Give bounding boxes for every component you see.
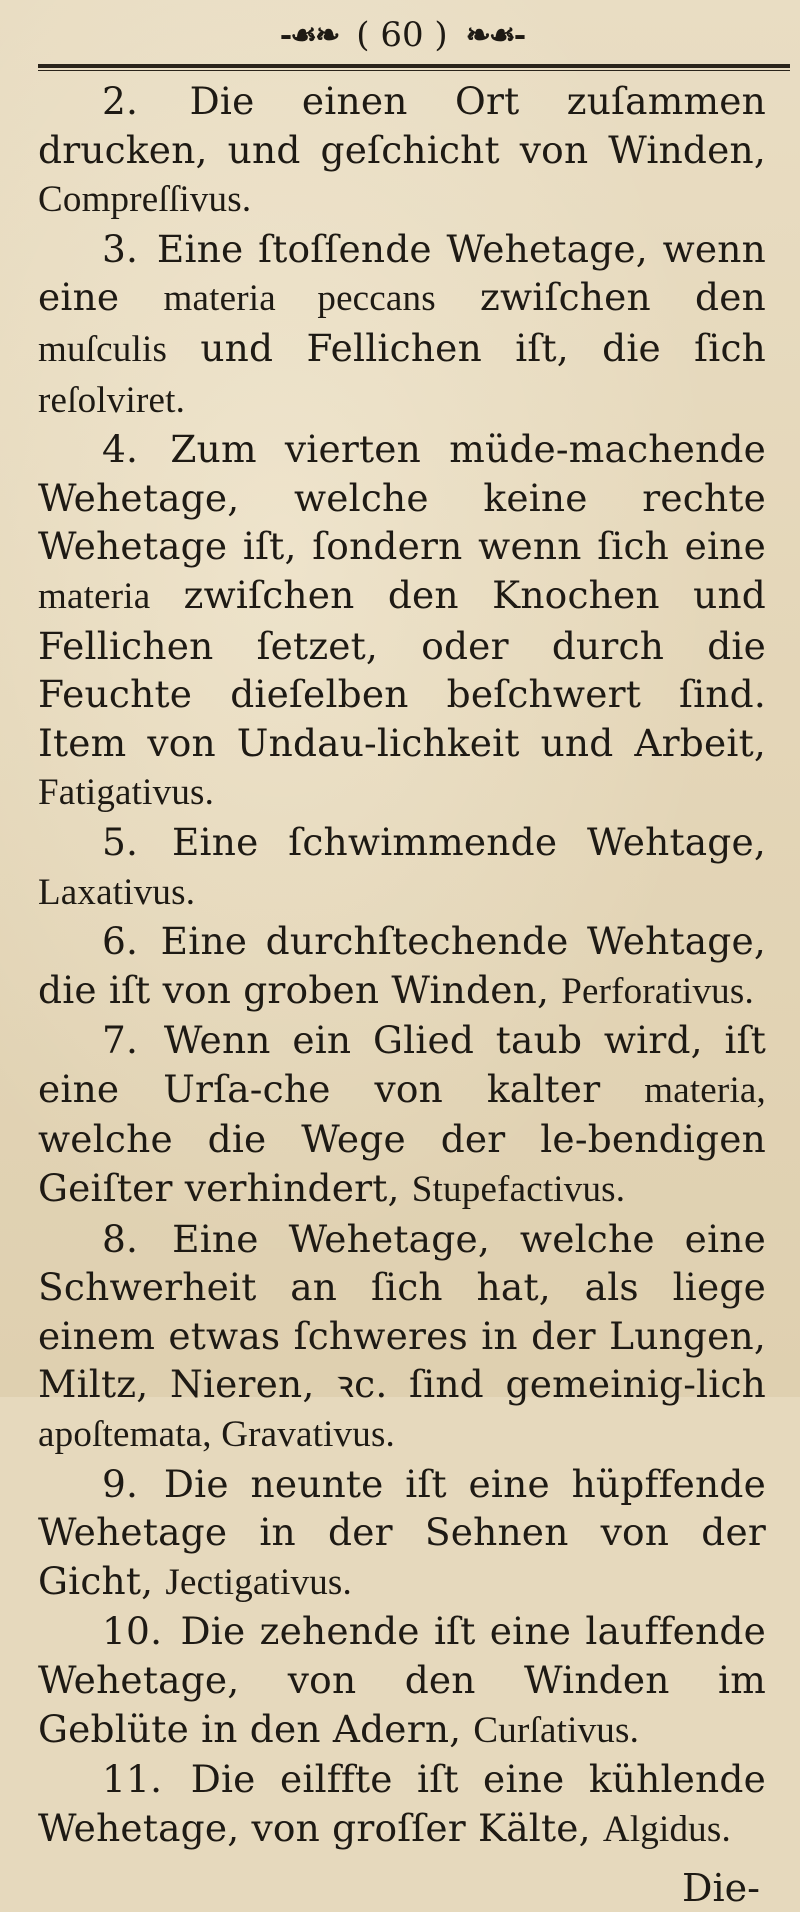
page-header [38,0,766,64]
entry-5: 5. Eine ſchwimmende Wehtage, Laxativus. [38,819,766,913]
entry-3: 3. Eine ſtoſſende Wehetage, wenn eine materia peccans zwiſchen den muſculis und Fellichen iſt, die ſich reſolviret. [38,226,766,421]
header-rule [38,64,790,71]
entry-6: 6. Eine durchſtechende Wehtage, die iſt von groben Winden, Perforativus. [38,919,766,1012]
ornament-left: -☙❧ [279,17,339,53]
entry-8: 8. Eine Wehetage, welche eine Schwerheit an ſich hat, als liege einem etwas ſchweres in der Lungen, Miltz, Nieren, ꝛc. ſind gemeinig-lich apoſtemata, Gravativus. [38,1216,767,1456]
entry-10: 10. Die zehende iſt eine lauffende Wehetage, von den Winden im Geblüte in den Adern, Curſativus. [38,1609,766,1751]
entry-4: 4. Zum vierten müde-machende Wehetage, welche keine rechte Wehetage iſt, ſondern wenn ſich eine materia zwiſchen den Knochen und Fellichen ſetzet, oder durch die Feuchte dieſelben beſchwert ſind. Item von Undau-lichkeit und Arbeit, Fatigativus. [38,427,767,814]
ornament-right: ❧☙- [465,17,525,53]
catchword: Die- [682,1866,760,1911]
entry-list [38,77,766,1854]
entry-7: 7. Wenn ein Glied taub wird, iſt eine Urſa-che von kalter materia, welche die Wege der le-bendigen Geiſter verhindert, Stupefactivus. [38,1018,766,1211]
page-number: ( 60 ) [356,15,448,55]
entry-2: 2. Die einen Ort zuſammen drucken, und geſchicht von Winden, Compreſſivus. [38,79,766,221]
entry-11: 11. Die eilffte iſt eine kühlende Wehetage, von groſſer Kälte, Algidus. [38,1757,766,1850]
entry-9: 9. Die neunte iſt eine hüpffende Wehetage in der Sehnen von der Gicht, Jectigativus. [38,1461,766,1603]
